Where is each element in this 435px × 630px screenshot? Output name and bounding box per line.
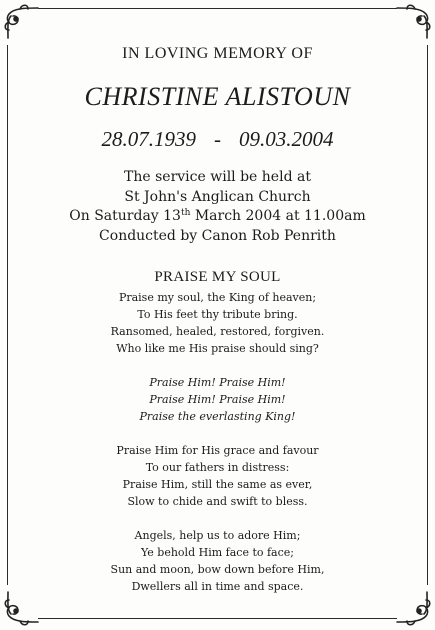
verse-line: To His feet thy tribute bring. [137, 308, 298, 321]
verse-line: Slow to chide and swift to bless. [127, 495, 308, 508]
verse-line: Sun and moon, bow down before Him, [110, 563, 325, 576]
hymn-title: PRAISE MY SOUL [154, 269, 281, 285]
border-right-line [427, 45, 428, 585]
hymn-verse-2 [30, 442, 405, 510]
chorus-line: Praise Him! Praise Him! [149, 393, 286, 406]
service-date-rest: March 2004 at 11.00am [190, 208, 366, 224]
service-date-prefix: On Saturday 13 [69, 208, 181, 224]
death-date: 09.03.2004 [239, 127, 334, 151]
flourish-corner-icon [0, 0, 46, 46]
verse-line: Praise Him, still the same as ever, [122, 478, 313, 491]
hymn-chorus [30, 374, 405, 425]
chorus-line: Praise Him! Praise Him! [149, 376, 286, 389]
verse-line: Ransomed, healed, restored, forgiven. [110, 325, 325, 338]
memorial-heading: IN LOVING MEMORY OF [122, 45, 313, 62]
service-line: The service will be held at [124, 169, 311, 185]
chorus-line: Praise the everlasting King! [139, 410, 296, 423]
service-officiant: Conducted by Canon Rob Penrith [99, 227, 336, 244]
verse-line: Ye behold Him face to face; [140, 546, 294, 559]
verse-line: To our fathers in distress: [145, 461, 290, 474]
life-dates [30, 126, 405, 152]
birth-date: 28.07.1939 [101, 127, 196, 151]
service-details [30, 168, 405, 246]
service-date-suffix-sup: th [180, 208, 191, 218]
verse-line: Dwellers all in time and space. [131, 580, 304, 593]
memorial-content [30, 44, 405, 595]
verse-line: Praise Him for His grace and favour [116, 444, 319, 457]
flourish-corner-icon [389, 0, 435, 46]
verse-line: Angels, help us to adore Him; [134, 529, 301, 542]
border-top-line [38, 8, 397, 9]
border-bottom-line [38, 618, 397, 619]
date-separator: - [214, 127, 221, 151]
hymn-verse-1 [30, 289, 405, 357]
service-church: St John's Anglican Church [124, 188, 311, 205]
verse-line: Praise my soul, the King of heaven; [118, 291, 317, 304]
hymn-verse-3 [30, 527, 405, 595]
border-left-line [7, 45, 8, 585]
service-datetime [30, 207, 405, 227]
deceased-name: CHRISTINE ALISTOUN [84, 82, 351, 111]
verse-line: Who like me His praise should sing? [116, 342, 319, 355]
